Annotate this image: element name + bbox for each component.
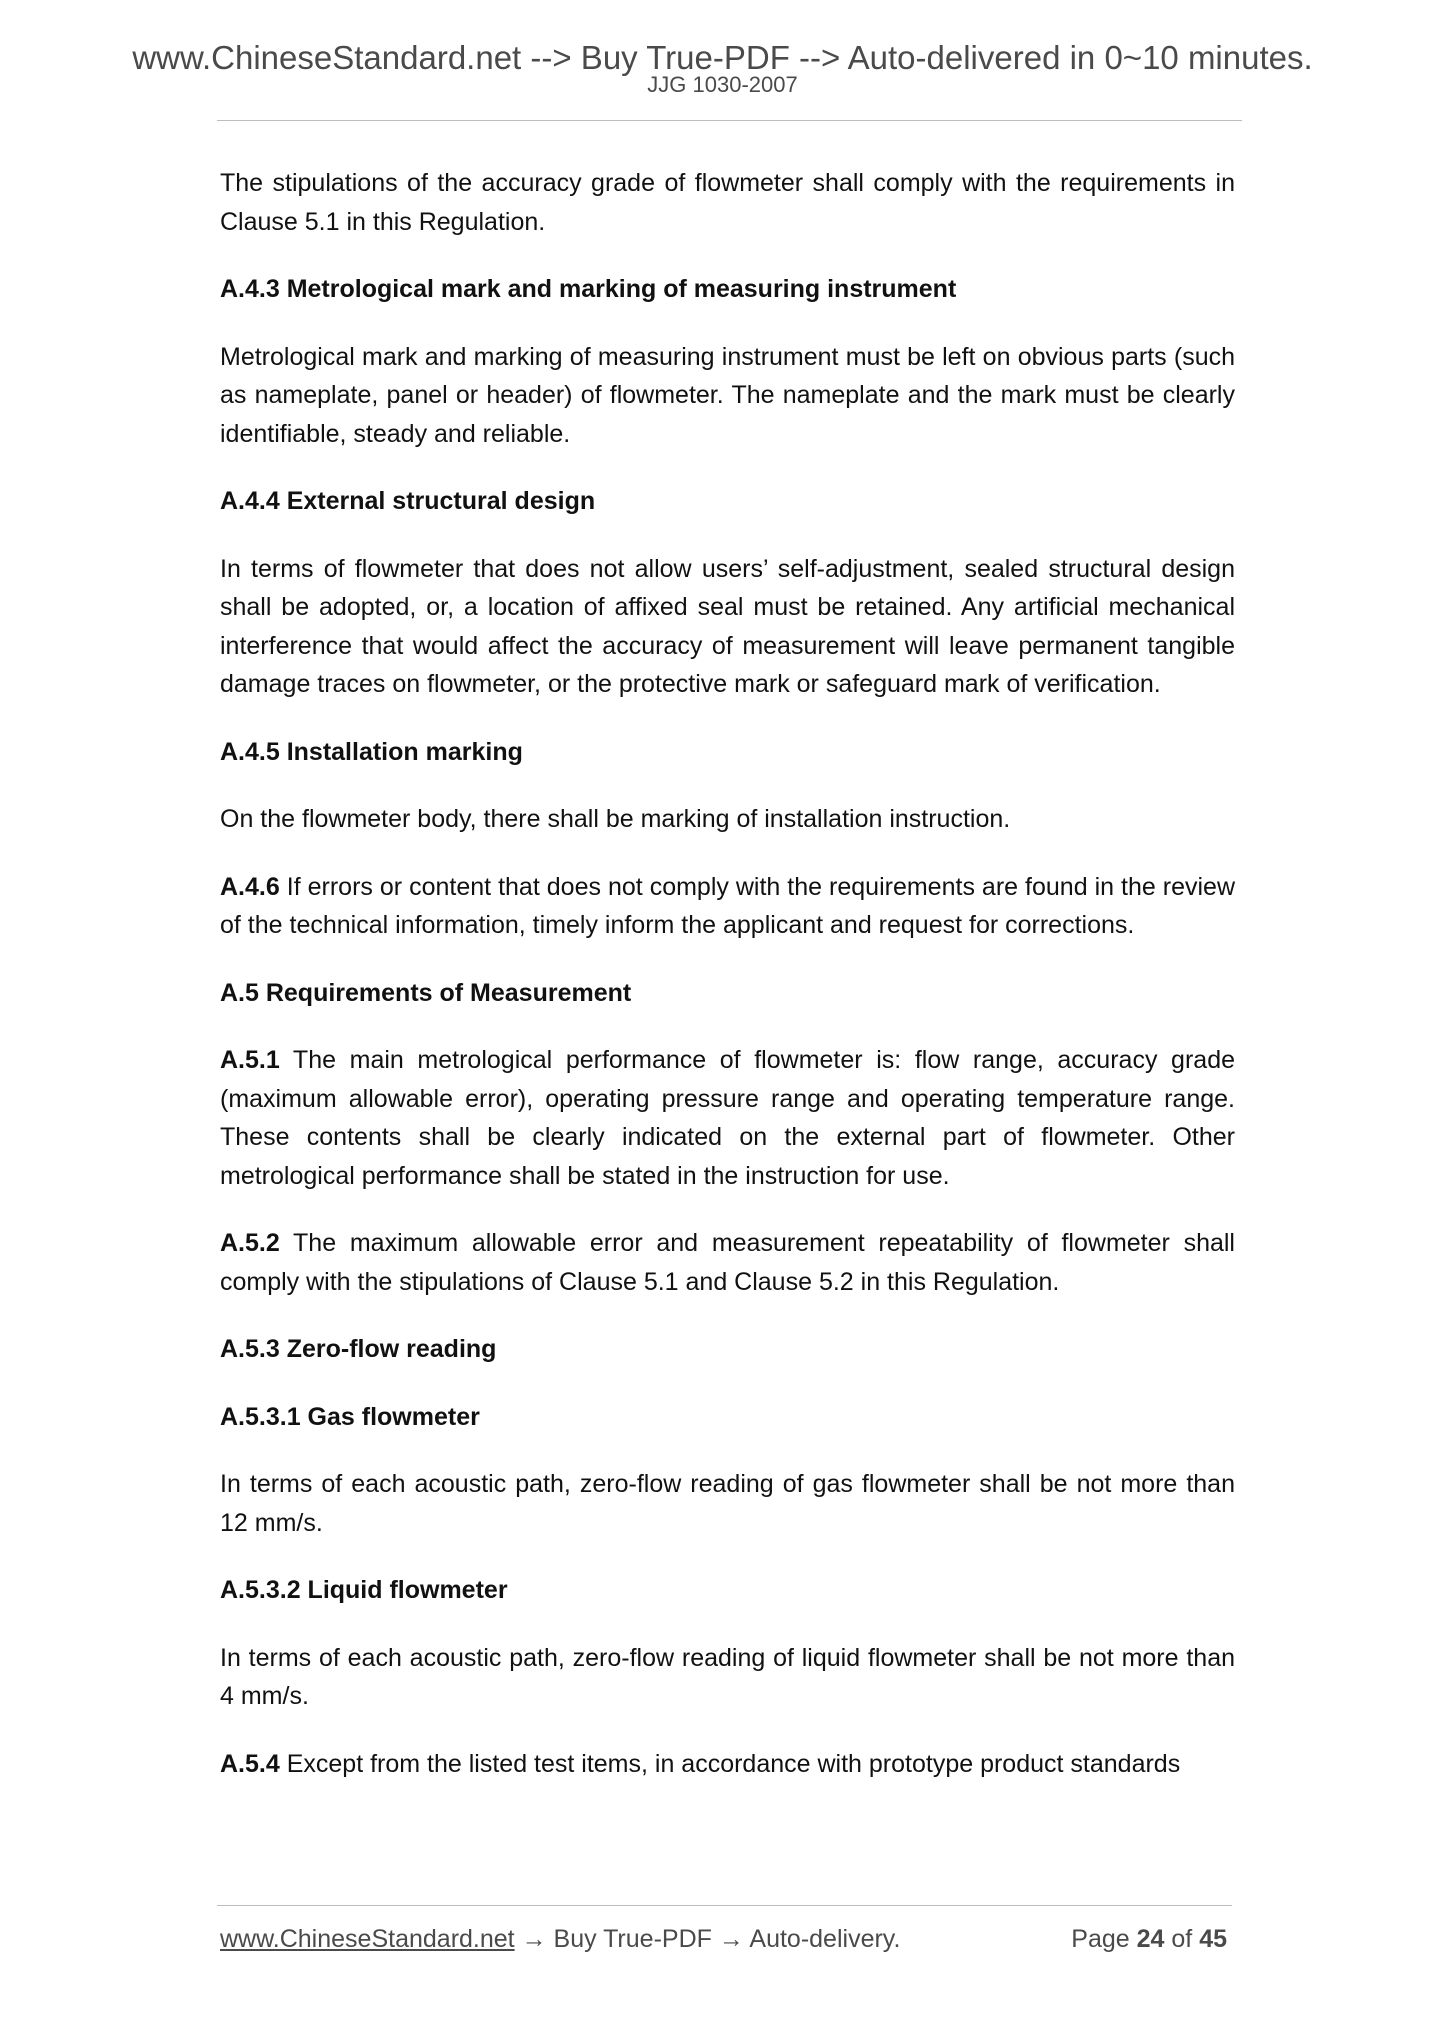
- clause-number-a46: A.4.6: [220, 872, 280, 901]
- clause-text-a51: The main metrological performance of flowmeter is: flow range, accuracy grade (maximum allowable error), operating pressure range and operating temperature range. These contents shall be clearly indicated on the external part of flowmeter. Other metrological performance shall be stated in the instruction for use.: [220, 1046, 1235, 1190]
- header-banner: www.ChineseStandard.net --> Buy True-PDF --> Auto-delivered in 0~10 minutes.: [132, 39, 1313, 76]
- footer-site-link[interactable]: www.ChineseStandard.net: [220, 1925, 515, 1953]
- paragraph-a52: [220, 1224, 1235, 1301]
- heading-a43: A.4.3 Metrological mark and marking of measuring instrument: [220, 275, 957, 303]
- header-divider: [217, 120, 1242, 121]
- heading-a532: A.5.3.2 Liquid flowmeter: [220, 1576, 508, 1604]
- page-content: [220, 164, 1235, 1812]
- heading-a5: A.5 Requirements of Measurement: [220, 978, 632, 1007]
- clause-number-a52: A.5.2: [220, 1229, 280, 1257]
- current-page-number: 24: [1136, 1925, 1165, 1953]
- paragraph-a43: Metrological mark and marking of measuring instrument must be left on obvious parts (such as nameplate, panel or header) of flowmeter. The nameplate and the mark must be clearly identifiable, steady and reliable.: [220, 342, 1235, 448]
- heading-a45: A.4.5 Installation marking: [220, 737, 523, 766]
- paragraph-a46: [220, 868, 1235, 945]
- paragraph-a531: In terms of each acoustic path, zero-flow reading of gas flowmeter shall be not more than 12 mm/s.: [220, 1470, 1235, 1537]
- clause-text-a54: Except from the listed test items, in accordance with prototype product standards: [279, 1749, 1181, 1778]
- footer-promo-text: → Buy True-PDF → Auto-delivery.: [514, 1925, 901, 1953]
- page-number: [1071, 1923, 1227, 1955]
- document-code: JJG 1030-2007: [647, 72, 798, 97]
- heading-a44: A.4.4 External structural design: [220, 487, 596, 515]
- footer-promo: [220, 1923, 900, 1955]
- of-word: of: [1171, 1925, 1193, 1953]
- paragraph-a44: In terms of flowmeter that does not allow users’ self-adjustment, sealed structural design shall be adopted, or, a location of affixed seal must be retained. Any artificial mechanical interference that would affect the accuracy of measurement will leave permanent tangible damage traces on flowmeter, or the protective mark or safeguard mark of verification.: [220, 554, 1235, 698]
- total-page-count: 45: [1199, 1925, 1227, 1953]
- paragraph-a51: [220, 1041, 1235, 1195]
- heading-a53: A.5.3 Zero-flow reading: [220, 1335, 497, 1363]
- clause-number-a51: A.5.1: [220, 1046, 280, 1074]
- paragraph-accuracy-grade: The stipulations of the accuracy grade of flowmeter shall comply with the requirements in Clause 5.1 in this Regulation.: [220, 169, 1235, 236]
- heading-a531: A.5.3.1 Gas flowmeter: [220, 1402, 480, 1431]
- paragraph-a532: In terms of each acoustic path, zero-flow reading of liquid flowmeter shall be not more than 4 mm/s.: [220, 1643, 1235, 1710]
- clause-text-a52: The maximum allowable error and measurement repeatability of flowmeter shall comply with the stipulations of Clause 5.1 and Clause 5.2 in this Regulation.: [220, 1229, 1235, 1296]
- footer-divider: [217, 1905, 1232, 1906]
- clause-text-a46: If errors or content that does not comply with the requirements are found in the review of the technical information, timely inform the applicant and request for corrections.: [220, 872, 1235, 939]
- paragraph-a54: [220, 1745, 1235, 1784]
- clause-number-a54: A.5.4: [220, 1749, 280, 1778]
- paragraph-a45: On the flowmeter body, there shall be marking of installation instruction.: [220, 805, 1011, 833]
- page-word: Page: [1071, 1925, 1130, 1953]
